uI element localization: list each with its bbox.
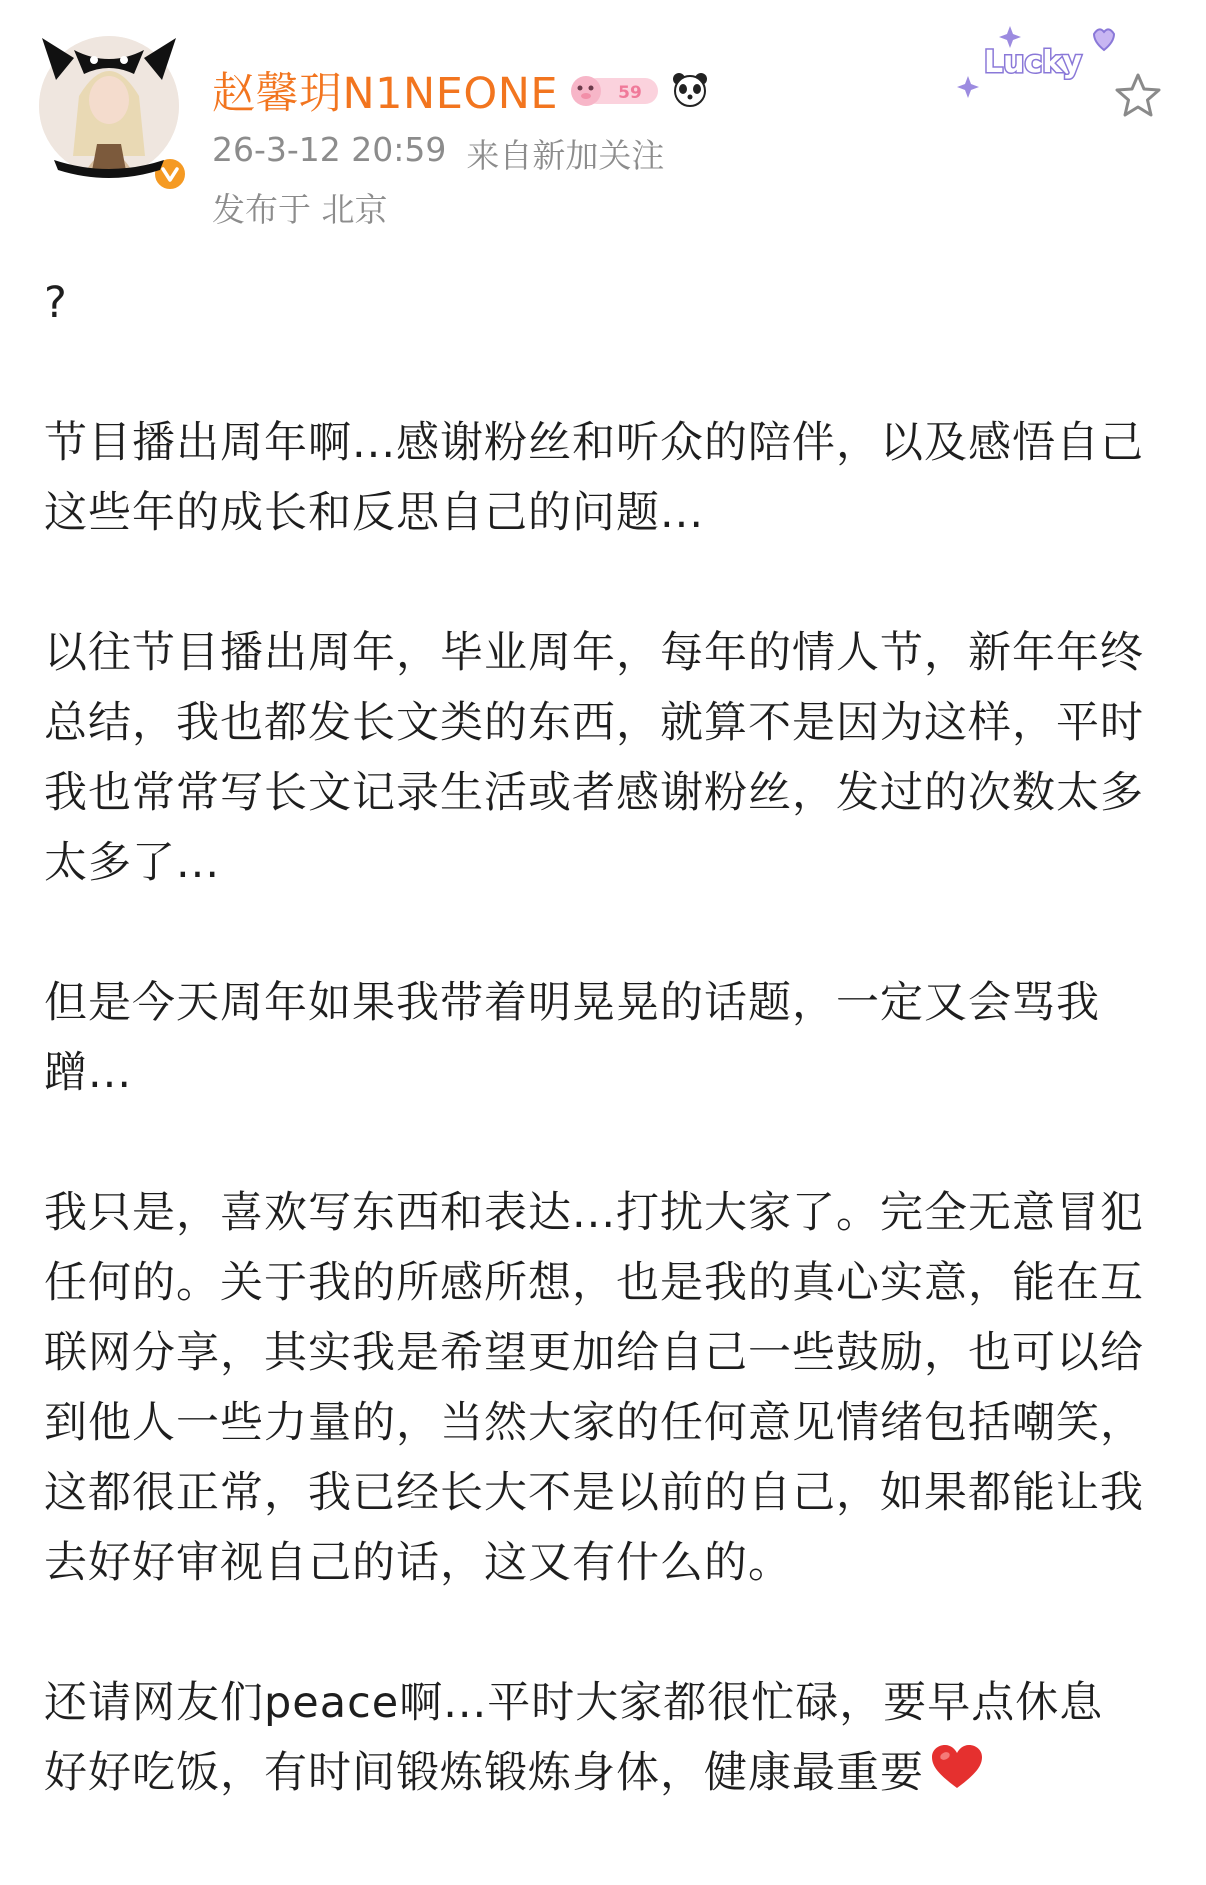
post-meta-line xyxy=(212,130,664,177)
star-outline-icon xyxy=(1112,70,1164,122)
panda-icon xyxy=(670,70,710,110)
post-body xyxy=(44,268,1144,1881)
post-header xyxy=(0,0,1206,240)
avatar-container[interactable] xyxy=(34,28,184,178)
post-location: 发布于 北京 xyxy=(212,190,388,229)
favorite-star-button[interactable] xyxy=(1112,70,1164,122)
username-row xyxy=(212,62,710,118)
sticker-text: Lucky xyxy=(984,45,1082,80)
post-timestamp: 26-3-12 20:59 xyxy=(212,130,447,169)
post-paragraph: 节目播出周年啊...感谢粉丝和听众的陪伴，以及感悟自己这些年的成长和反思自己的问题... xyxy=(44,418,1145,538)
post-location-line xyxy=(212,184,388,231)
post-paragraph: 但是今天周年如果我带着明晃晃的话题，一定又会骂我蹭... xyxy=(44,978,1100,1098)
fan-badge-level: 59 xyxy=(618,83,642,103)
post-paragraph-text: 还请网友们peace啊...平时大家都很忙碌，要早点休息好好吃饭，有时间锻炼锻炼身体，健康最重要 xyxy=(44,1678,1104,1798)
author-name[interactable]: 赵馨玥N1NEONE xyxy=(212,68,559,119)
post-paragraph: ? xyxy=(44,278,68,328)
avatar-frame-decoration xyxy=(34,28,184,178)
post-paragraph: 以往节目播出周年，毕业周年，每年的情人节，新年年终总结，我也都发长文类的东西，就算不是因为这样，平时我也常常写长文记录生活或者感谢粉丝，发过的次数太多太多了... xyxy=(44,628,1144,888)
pink-fan-badge-icon[interactable] xyxy=(566,70,662,110)
red-heart-icon xyxy=(930,1741,984,1811)
post-paragraph: 我只是，喜欢写东西和表达...打扰大家了。完全无意冒犯任何的。关于我的所感所想，也是我的真心实意，能在互联网分享，其实我是希望更加给自己一些鼓励，也可以给到他人一些力量的，当然大家的任何意见情绪包括嘲笑，这都很正常，我已经长大不是以前的自己，如果都能让我去好好审视自己的话，这又有什么的。 xyxy=(44,1188,1145,1588)
post-source[interactable]: 来自新加关注 xyxy=(466,136,665,175)
post-paragraph-last xyxy=(44,1668,1144,1811)
lucky-sticker-decoration xyxy=(956,20,1126,100)
